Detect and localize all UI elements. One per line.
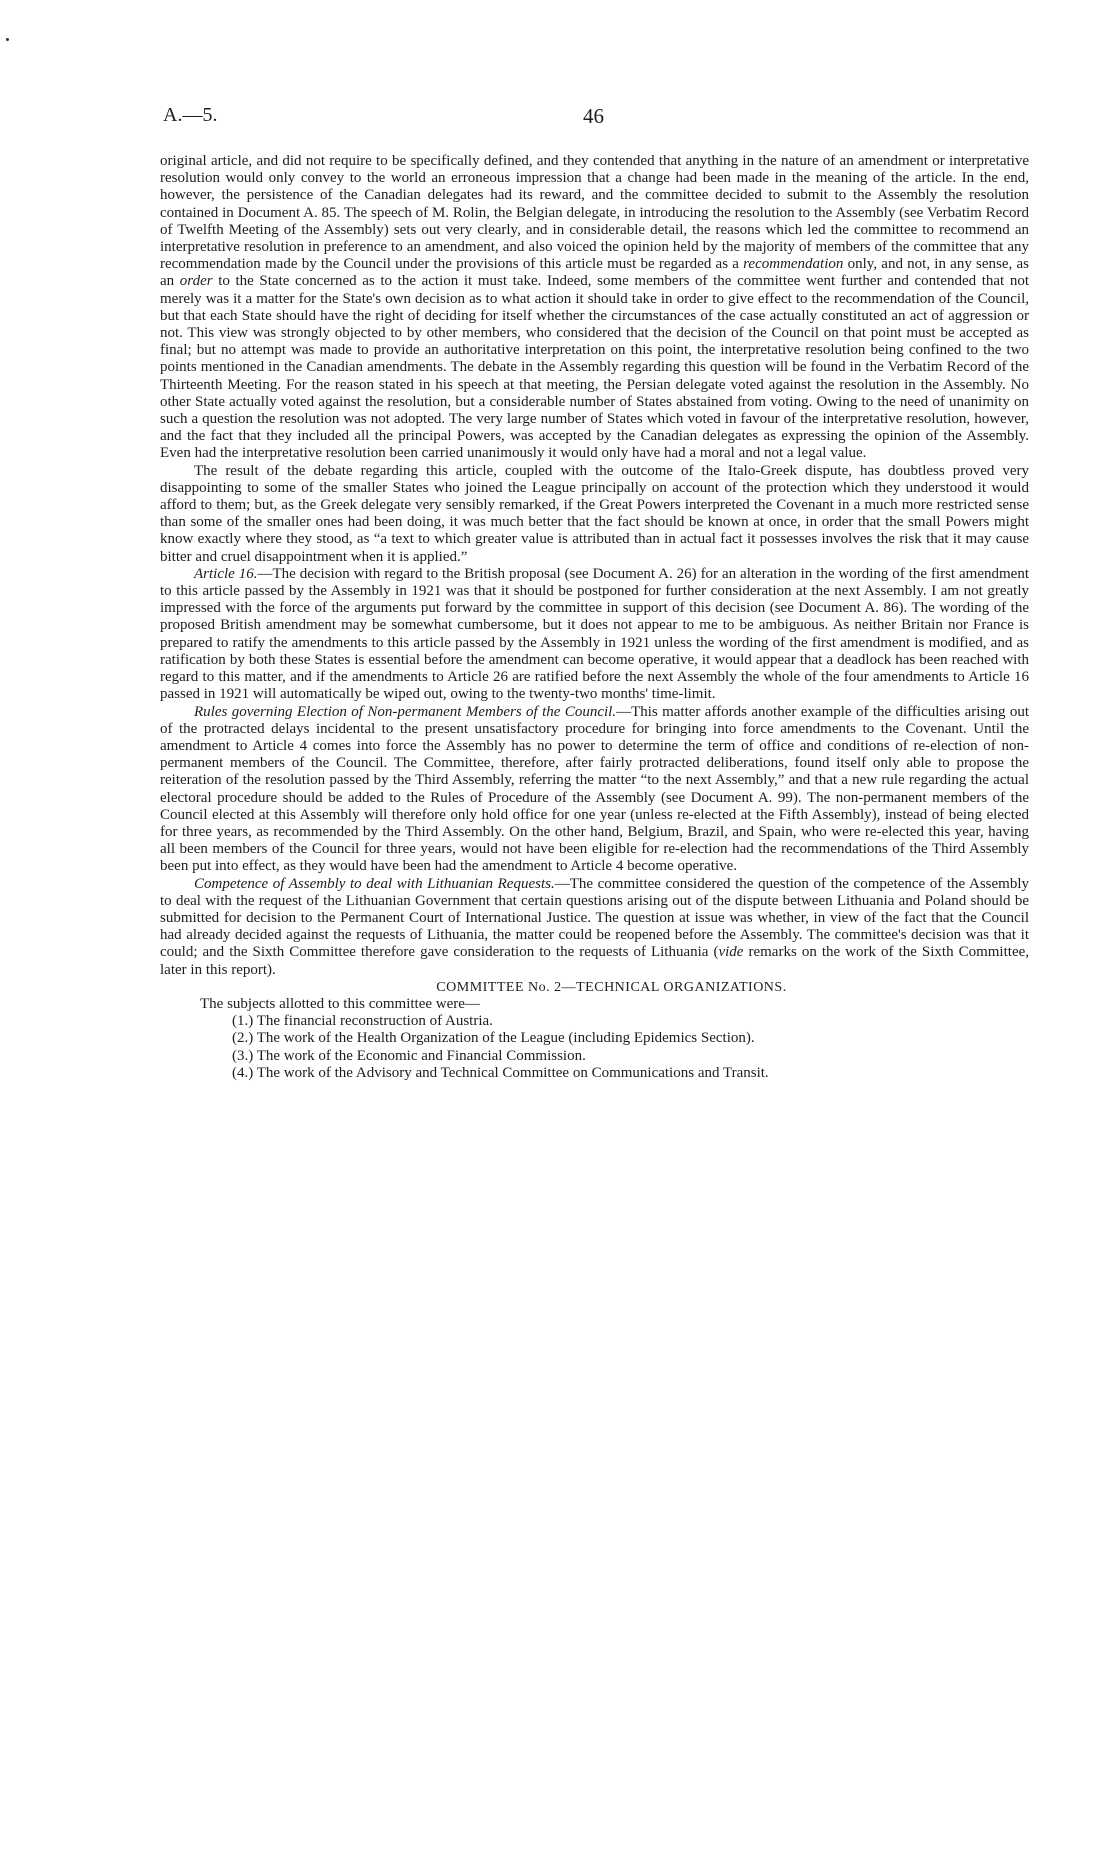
list-item: (1.) The financial reconstruction of Austria.: [232, 1013, 493, 1030]
paragraph-1-text-c: to the State concerned as to the action it must take. Indeed, some members of the committee went further and contended that not merely was it a matter for the State's own decision as to what action it should take in order to give effect to the recommendation of the Council, but that each State should have the right of deciding for itself whether the circumstances of the case actually constituted an act of aggression or not. This view was strongly objected to by other members, who considered that the decision of the Council on that point must be accepted as final; but no attempt was made to provide an authoritative interpretation on this point, the interpretative resolution being confined to the two points mentioned in the Canadian amendments. The debate in the Assembly regarding this question will be found in the Verbatim Record of the Thirteenth Meeting. For the reason stated in his speech at that meeting, the Persian delegate voted against the resolution in the Assembly. No other State actually voted against the resolution, but a considerable number of States abstained from voting. Owing to the need of unanimity on such a question the resolution was not adopted. The very large number of States which voted in favour of the interpretative resolution, however, and the fact that they included all the principal Powers, was accepted by the Canadian delegates as expressing the opinion of the Assembly. Even had the interpretative resolution been carried unanimously it would only have had a moral and not a legal value.: [160, 273, 1030, 462]
lithuanian-requests-text-b: remarks on the work of the Sixth Committee, later in this report).: [160, 944, 1030, 978]
rules-election-text: —This matter affords another example of the difficulties arising out of the protracted delays incidental to the present unsatisfactory procedure for bringing into force amendments to the Covenant. Until the amendment to Article 4 comes into force the Assembly has no power to determine the term of office and conditions of re-election of non-permanent members of the Council. The Committee, therefore, after fairly protracted deliberations, found itself only able to propose the reiteration of the resolution passed by the Third Assembly, referring the matter “to the next Assembly,” and that a new rule regarding the actual electoral procedure should be added to the Rules of Procedure of the Assembly (see Document A. 99). The non-permanent members of the Council elected at this Assembly will therefore only hold office for one year (unless re-elected at the Fifth Assembly), instead of being elected for three years, as recommended by the Third Assembly. On the other hand, Belgium, Brazil, and Spain, who were re-elected this year, having all been members of the Council for three years, would not have been eligible for re-election had the recommendations of the Third Assembly been put into effect, as they would have been had the amendment to Article 4 become operative.: [160, 703, 1029, 875]
list-item: (4.) The work of the Advisory and Technical Committee on Communications and Transit.: [232, 1064, 769, 1081]
document-body: [160, 153, 1029, 1082]
paragraph-lithuanian-requests: [160, 876, 1029, 979]
subjects-list: [160, 1013, 1029, 1082]
paragraph-rules-election: [160, 704, 1029, 876]
paragraph-1-text: original article, and did not require to be specifically defined, and they contended that anything in the nature of an amendment or interpretative resolution would only convey to the world an erroneous impression that a change had been made in the meaning of the article. In the end, however, the persistence of the Canadian delegates had its reward, and the committee decided to submit to the Assembly the resolution contained in Document A. 85. The speech of M. Rolin, the Belgian delegate, in introducing the resolution to the Assembly (see Verbatim Record of Twelfth Meeting of the Assembly) sets out very clearly, and in considerable detail, the reasons which led the committee to recommend an interpretative resolution in preference to an amendment, and also voiced the opinion held by the majority of members of the committee that any recommendation made by the Council under the provisions of this article must be regarded as a: [160, 153, 1029, 273]
page-header: [163, 104, 1029, 134]
paragraph-2: The result of the debate regarding this article, coupled with the outcome of the Italo-Greek dispute, has doubtless proved very disappointing to some of the smaller States who joined the League principally on account of the protection which they understood it would afford to them; but, as the Greek delegate very sensibly remarked, if the Great Powers interpreted the Covenant in a much more restricted sense than some of the smaller ones had been doing, it was much better that the fact should be known at once, in order that the small Powers might know exactly where they stood, as “a text to which greater value is attributed than in actual fact it possesses involves the risk that it may cause bitter and cruel disappointment when it is applied.”: [160, 462, 1029, 565]
list-item: (3.) The work of the Economic and Financial Commission.: [232, 1047, 586, 1064]
document-reference: A.—5.: [163, 104, 218, 126]
paragraph-article-16: [160, 566, 1029, 704]
section-heading: COMMITTEE No. 2—TECHNICAL ORGANIZATIONS.: [436, 979, 787, 995]
paragraph-1: [160, 153, 1029, 463]
rules-election-title: Rules governing Election of Non-permanent Members of the Council.: [194, 703, 617, 720]
list-item: (2.) The work of the Health Organization of the League (including Epidemics Section).: [232, 1030, 755, 1047]
lithuanian-requests-title: Competence of Assembly to deal with Lithuanian Requests.: [194, 875, 555, 892]
article-16-text: —The decision with regard to the British proposal (see Document A. 26) for an alteration in the wording of the first amendment to this article passed by the Assembly in 1921 was that it should be postponed for further consideration at the next Assembly. I am not greatly impressed with the force of the arguments put forward by the committee in support of this decision (see Document A. 86). The wording of the proposed British amendment may be somewhat cumbersome, but it does not appear to me to be ambiguous. As neither Britain nor France is prepared to ratify the amendments to this article passed by the Assembly in 1921 unless the wording of the first amendment is modified, and as ratification by both these States is essential before the amendment can become operative, it would appear that a deadlock has been reached with regard to this matter, and if the amendments to Article 26 are ratified before the next Assembly the whole of the four amendments to Article 16 passed in 1921 will automatically be wiped out, owing to the twenty-two months' time-limit.: [160, 565, 1029, 703]
emphasis-vide: vide: [718, 944, 744, 961]
section-intro: The subjects allotted to this committee were—: [200, 995, 480, 1012]
scan-mark: [6, 38, 9, 41]
article-16-title: Article 16.: [194, 565, 258, 582]
paragraph-1-text-b: only, and not, in any sense, as an: [160, 256, 1030, 290]
emphasis-order: order: [179, 273, 213, 290]
page-number: 46: [583, 104, 604, 128]
lithuanian-requests-text: —The committee considered the question of the competence of the Assembly to deal with the request of the Lithuanian Government that certain questions arising out of the dispute between Lithuania and Poland should be submitted for decision to the Permanent Court of International Justice. The question at issue was whether, in view of the fact that the Council had already decided against the requests of Lithuania, the matter could be reopened before the Assembly. The committee's decision was that it could; and the Sixth Committee therefore gave consideration to the requests of Lithuania (: [160, 875, 1029, 961]
emphasis-recommendation: recommendation: [743, 256, 844, 273]
